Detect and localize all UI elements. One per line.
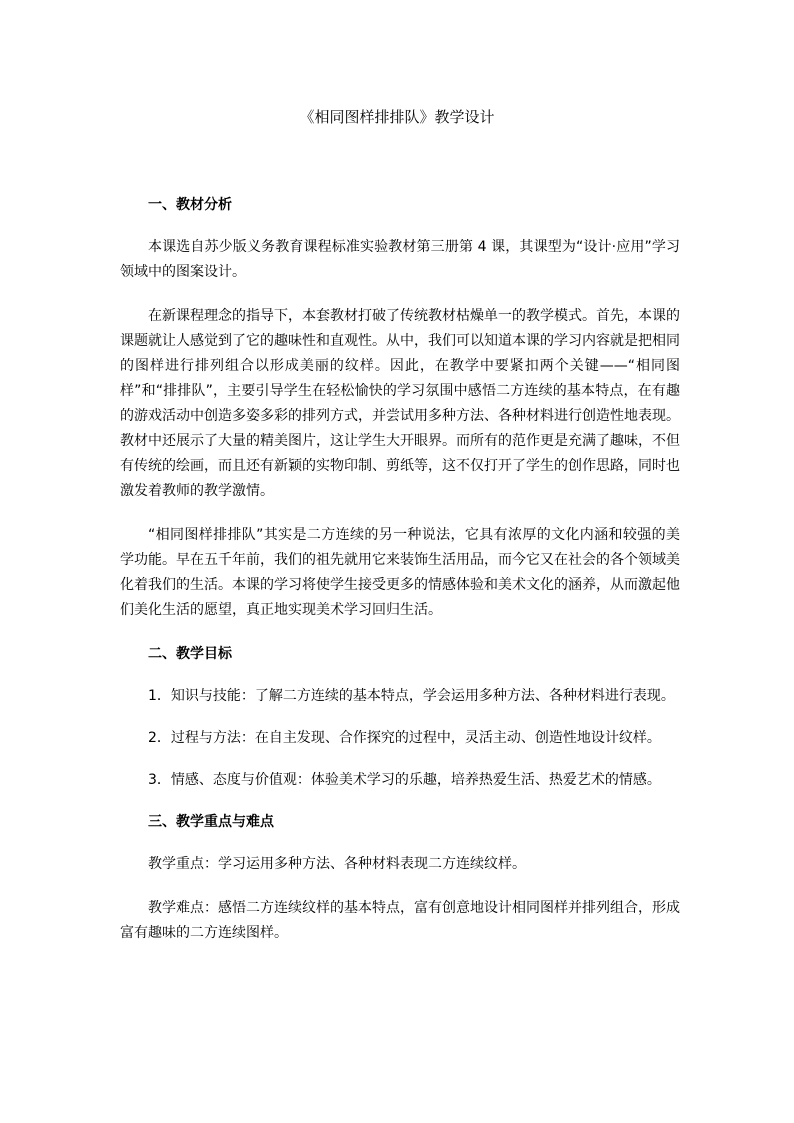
paragraph: 本课选自苏少版义务教育课程标准实验教材第三册第 4 课，其课型为“设计·应用”学习领域中的图案设计。 bbox=[120, 239, 680, 280]
section-heading-objectives: 二、教学目标 bbox=[148, 646, 232, 662]
paragraph: 教学重点：学习运用多种方法、各种材料表现二方连续纹样。 bbox=[148, 856, 526, 872]
paragraph: 在新课程理念的指导下，本套教材打破了传统教材枯燥单一的教学模式。首先，本课的课题就让人感觉到了它的趣味性和直观性。从中，我们可以知道本课的学习内容就是把相同的图样进行排列组合以形成美丽的纹样。因此，在教学中要紧扣两个关键——“相同图样”和“排排队”，主要引导学生在轻松愉快的学习氛围中感悟二方连续的基本特点，在有趣的游戏活动中创造多姿多彩的排列方式，并尝试用多种方法、各种材料进行创造性地表现。教材中还展示了大量的精美图片，这让学生大开眼界。而所有的范作更是充满了趣味，不但有传统的绘画，而且还有新颖的实物印制、剪纸等，这不仅打开了学生的创作思路，同时也激发着教师的教学激情。 bbox=[120, 308, 680, 499]
paragraph: 教学难点：感悟二方连续纹样的基本特点，富有创意地设计相同图样并排列组合，形成富有趣味的二方连续图样。 bbox=[120, 900, 680, 941]
document-body bbox=[120, 193, 680, 965]
section-heading-materials: 一、教材分析 bbox=[148, 197, 232, 213]
paragraph: “相同图样排排队”其实是二方连续的另一种说法，它具有浓厚的文化内涵和较强的美学功能。早在五千年前，我们的祖先就用它来装饰生活用品，而今它又在社会的各个领域美化着我们的生活。本课的学习将使学生接受更多的情感体验和美术文化的涵养，从而激起他们美化生活的愿望，真正地实现美术学习回归生活。 bbox=[120, 527, 680, 618]
section-heading-key-points: 三、教学重点与难点 bbox=[148, 814, 274, 830]
objective-item: 2．过程与方法：在自主发现、合作探究的过程中，灵活主动、创造性地设计纹样。 bbox=[148, 730, 661, 746]
document-title: 《相同图样排排队》教学设计 bbox=[299, 108, 495, 126]
objective-item: 3．情感、态度与价值观：体验美术学习的乐趣，培养热爱生活、热爱艺术的情感。 bbox=[148, 772, 661, 788]
objective-item: 1．知识与技能：了解二方连续的基本特点，学会运用多种方法、各种材料进行表现。 bbox=[148, 688, 675, 704]
